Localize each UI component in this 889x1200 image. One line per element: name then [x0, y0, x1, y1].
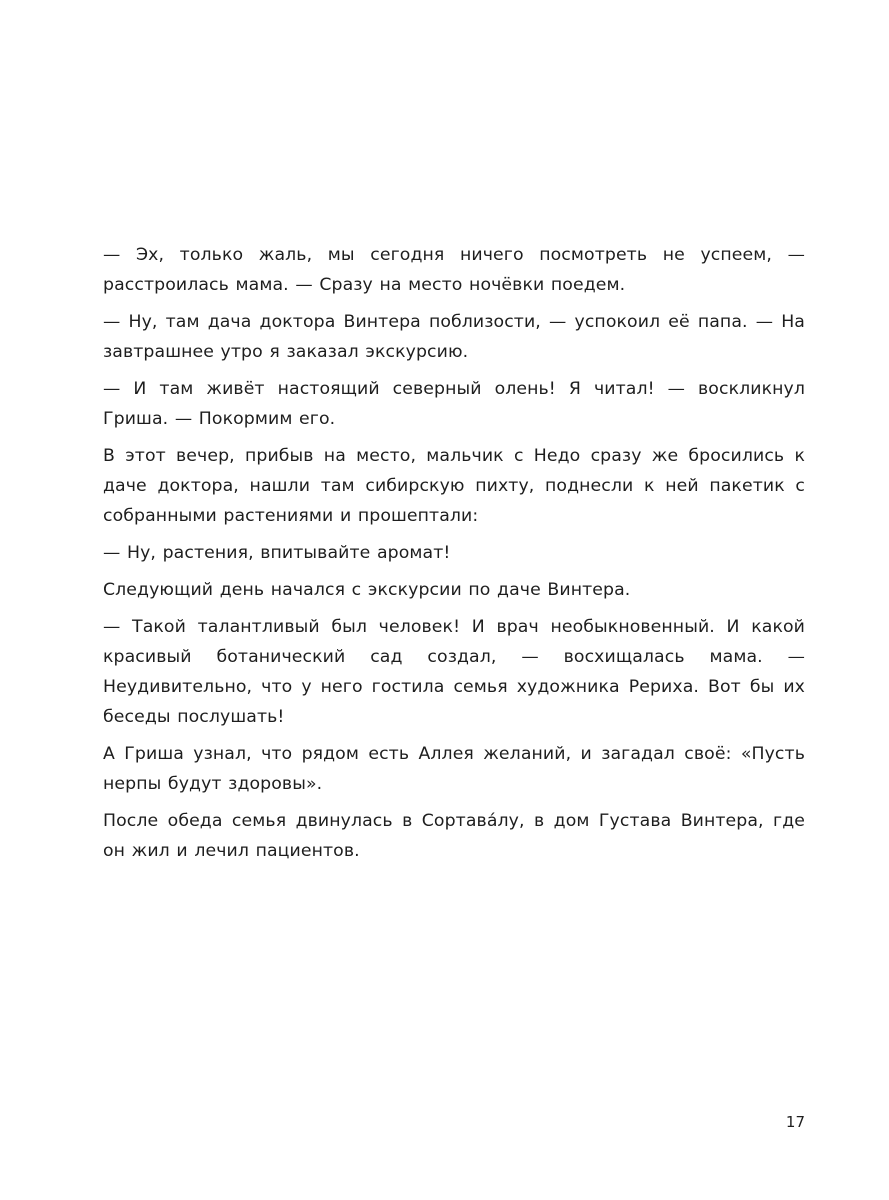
paragraph-sortavala: После обеда семья двинулась в Сортава́лу, в дом Густава Винтера, где он жил и лечил пациентов.: [103, 811, 805, 861]
paragraph-dialogue-mama-admires: — Такой талантливый был человек! И врач необыкновенный. И какой красивый ботанический сад создал, — восхищалась мама. — Неудивительно, что у него гостила семья художника Рериха. Вот бы их беседы послушать!: [103, 617, 805, 727]
paragraph-dialogue-papa-excursion: — Ну, там дача доктора Винтера поблизости, — успокоил её папа. — На завтрашнее утро я заказал экскурсию.: [103, 312, 805, 362]
paragraph-dialogue-mama-upset: — Эх, только жаль, мы сегодня ничего посмотреть не успеем, — расстроилась мама. — Сразу на место ночёвки поедем.: [103, 245, 805, 295]
story-text: [103, 240, 805, 873]
paragraph-dialogue-aroma: — Ну, растения, впитывайте аромат!: [103, 543, 451, 563]
paragraph-alley-of-wishes: А Гриша узнал, что рядом есть Аллея желаний, и загадал своё: «Пусть нерпы будут здоровы».: [103, 744, 805, 794]
paragraph-dialogue-grisha-deer: — И там живёт настоящий северный олень! Я читал! — воскликнул Гриша. — Покормим его.: [103, 379, 805, 429]
paragraph-next-day-excursion: Следующий день начался с экскурсии по даче Винтера.: [103, 580, 631, 600]
page-number: 17: [785, 1113, 805, 1131]
paragraph-evening-fir: В этот вечер, прибыв на место, мальчик с Недо сразу же бросились к даче доктора, нашли там сибирскую пихту, поднесли к ней пакетик с собранными растениями и прошептали:: [103, 446, 805, 526]
